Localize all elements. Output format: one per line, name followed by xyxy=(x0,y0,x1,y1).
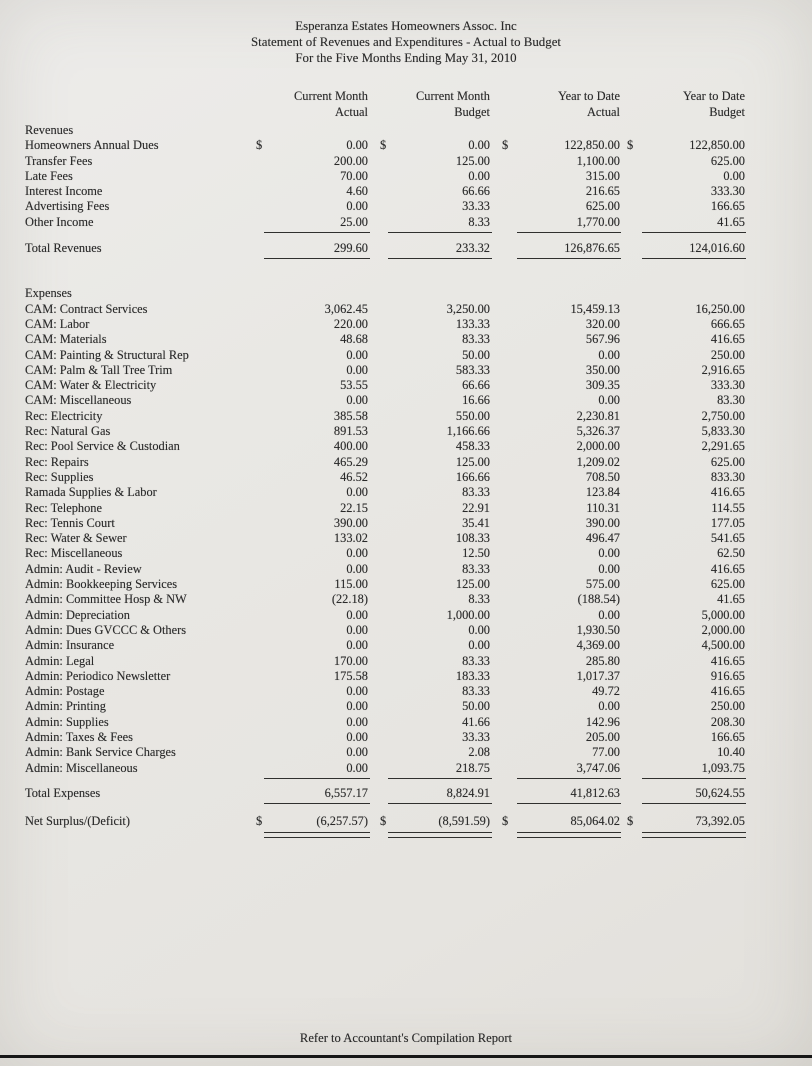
dollar-sign: $ xyxy=(256,138,263,153)
amount-cell: 1,770.00 xyxy=(576,214,620,229)
row-label: Rec: Pool Service & Custodian xyxy=(25,439,180,454)
dollar-sign: $ xyxy=(502,138,509,153)
amount-cell: 66.66 xyxy=(462,378,490,393)
amount-cell: 390.00 xyxy=(333,515,368,530)
statement-row xyxy=(0,654,812,669)
amount-cell: 0.00 xyxy=(598,561,620,576)
revenues-section-label: Revenues xyxy=(25,123,74,137)
row-label: CAM: Painting & Structural Rep xyxy=(25,347,189,362)
amount-cell: 0.00 xyxy=(346,138,368,153)
amount-cell: 142.96 xyxy=(585,714,620,729)
rule-segment xyxy=(264,258,370,259)
column-header-line: Current Month xyxy=(416,89,490,103)
row-label: Rec: Electricity xyxy=(25,408,103,423)
amount-cell: 50.00 xyxy=(462,699,490,714)
row-label: Rec: Water & Sewer xyxy=(25,531,127,546)
amount-cell: 416.65 xyxy=(710,485,745,500)
statement-row xyxy=(0,154,812,169)
statement-row xyxy=(0,592,812,607)
amount-cell: 46.52 xyxy=(340,469,368,484)
amount-cell: 0.00 xyxy=(468,168,490,183)
column-header-line: Actual xyxy=(586,105,620,119)
amount-cell: 625.00 xyxy=(710,153,745,168)
statement-row xyxy=(0,638,812,653)
amount-cell: 170.00 xyxy=(333,653,368,668)
statement-row xyxy=(0,501,812,516)
statement-row xyxy=(0,715,812,730)
row-label: Rec: Miscellaneous xyxy=(25,546,123,561)
amount-cell: 0.00 xyxy=(598,607,620,622)
amount-cell: 77.00 xyxy=(592,745,620,760)
amount-cell: 124,016.60 xyxy=(689,241,745,256)
amount-cell: 333.30 xyxy=(710,184,745,199)
statement-row xyxy=(0,409,812,424)
dollar-sign: $ xyxy=(380,814,387,829)
amount-cell: 22.15 xyxy=(340,500,368,515)
rule-segment xyxy=(517,778,621,779)
amount-cell: 175.58 xyxy=(333,668,368,683)
amount-cell: 1,000.00 xyxy=(446,607,490,622)
amount-cell: 16.66 xyxy=(462,393,490,408)
statement-row xyxy=(0,761,812,776)
amount-cell: 50,624.55 xyxy=(695,785,745,800)
amount-cell: 550.00 xyxy=(455,408,490,423)
amount-cell: 166.65 xyxy=(710,729,745,744)
amount-cell: 108.33 xyxy=(455,531,490,546)
column-header-line: Actual xyxy=(334,105,368,119)
amount-cell: 114.55 xyxy=(711,500,745,515)
amount-cell: 0.00 xyxy=(598,546,620,561)
statement-row xyxy=(0,169,812,184)
column-header-line: Budget xyxy=(454,105,490,119)
statement-title: Statement of Revenues and Expenditures - Actual to Budget xyxy=(250,35,562,49)
amount-cell: 390.00 xyxy=(585,515,620,530)
statement-row xyxy=(0,470,812,485)
amount-cell: 166.65 xyxy=(710,199,745,214)
amount-cell: 541.65 xyxy=(710,531,745,546)
amount-cell: 350.00 xyxy=(585,362,620,377)
amount-cell: 299.60 xyxy=(333,241,368,256)
column-header-ytd-actual xyxy=(504,88,620,120)
amount-cell: 12.50 xyxy=(462,546,490,561)
amount-cell: 41.66 xyxy=(462,714,490,729)
amount-cell: (188.54) xyxy=(577,592,620,607)
column-header-current-month-actual xyxy=(252,88,368,120)
underline-rule xyxy=(0,231,812,234)
amount-cell: 15,459.13 xyxy=(570,301,620,316)
amount-cell: 0.00 xyxy=(346,638,368,653)
amount-cell: 385.58 xyxy=(333,408,368,423)
statement-row xyxy=(0,215,812,230)
amount-cell: 62.50 xyxy=(717,546,745,561)
row-label: CAM: Palm & Tall Tree Trim xyxy=(25,362,173,377)
amount-cell: 416.65 xyxy=(710,332,745,347)
amount-cell: 1,209.02 xyxy=(576,454,620,469)
amount-cell: 250.00 xyxy=(710,347,745,362)
double-underline-rule xyxy=(0,831,812,839)
statement-row xyxy=(0,531,812,546)
rule-segment xyxy=(264,232,370,233)
column-header-line: Year to Date xyxy=(557,89,620,103)
column-header-current-month-budget xyxy=(374,88,490,120)
amount-cell: 83.33 xyxy=(462,653,490,668)
amount-cell: 200.00 xyxy=(333,153,368,168)
statement-row xyxy=(0,684,812,699)
amount-cell: 85,064.02 xyxy=(570,814,620,829)
statement-row xyxy=(0,669,812,684)
row-label: CAM: Contract Services xyxy=(25,301,148,316)
amount-cell: 0.00 xyxy=(346,760,368,775)
amount-cell: 126,876.65 xyxy=(564,241,620,256)
amount-cell: 250.00 xyxy=(710,699,745,714)
amount-cell: 2,000.00 xyxy=(576,439,620,454)
amount-cell: 0.00 xyxy=(346,393,368,408)
amount-cell: 53.55 xyxy=(340,378,368,393)
amount-cell: 285.80 xyxy=(585,653,620,668)
dollar-sign: $ xyxy=(256,814,263,829)
rule-segment xyxy=(642,258,746,259)
amount-cell: 0.00 xyxy=(346,546,368,561)
statement-row xyxy=(0,485,812,500)
row-label: Rec: Natural Gas xyxy=(25,424,111,439)
amount-cell: 5,833.30 xyxy=(701,424,745,439)
row-label: Rec: Supplies xyxy=(25,469,94,484)
amount-cell: 575.00 xyxy=(585,577,620,592)
rule-segment xyxy=(388,803,492,804)
row-label: CAM: Water & Electricity xyxy=(25,378,157,393)
statement-row xyxy=(0,516,812,531)
statement-row xyxy=(0,562,812,577)
underline-rule xyxy=(0,257,812,260)
amount-cell: 2,291.65 xyxy=(701,439,745,454)
row-label: Total Expenses xyxy=(25,785,101,800)
amount-cell: 833.30 xyxy=(710,469,745,484)
amount-cell: 916.65 xyxy=(710,668,745,683)
amount-cell: 83.33 xyxy=(462,485,490,500)
scan-edge-line xyxy=(0,1055,812,1058)
rule-segment xyxy=(264,803,370,804)
amount-cell: 110.31 xyxy=(586,500,620,515)
amount-cell: 8,824.91 xyxy=(446,785,490,800)
row-label: Admin: Taxes & Fees xyxy=(25,729,133,744)
amount-cell: 0.00 xyxy=(346,199,368,214)
amount-cell: 708.50 xyxy=(585,469,620,484)
amount-cell: 2,916.65 xyxy=(701,362,745,377)
amount-cell: 416.65 xyxy=(710,653,745,668)
statement-row xyxy=(0,699,812,714)
accountant-note: Refer to Accountant's Compilation Report xyxy=(299,1031,513,1045)
amount-cell: 50.00 xyxy=(462,347,490,362)
amount-cell: 22.91 xyxy=(462,500,490,515)
statement-row xyxy=(0,623,812,638)
rule-segment xyxy=(517,258,621,259)
row-label: Admin: Committee Hosp & NW xyxy=(25,592,187,607)
row-label: Admin: Miscellaneous xyxy=(25,760,138,775)
amount-cell: 122,850.00 xyxy=(689,138,745,153)
amount-cell: 205.00 xyxy=(585,729,620,744)
row-label: CAM: Materials xyxy=(25,332,107,347)
expenses-section-label: Expenses xyxy=(25,286,72,301)
statement-row xyxy=(0,577,812,592)
rule-segment xyxy=(642,832,746,837)
amount-cell: 83.33 xyxy=(462,684,490,699)
statement-row xyxy=(0,184,812,199)
row-label: Late Fees xyxy=(25,168,73,183)
amount-cell: 625.00 xyxy=(585,199,620,214)
amount-cell: 0.00 xyxy=(346,607,368,622)
amount-cell: 0.00 xyxy=(346,684,368,699)
amount-cell: 583.33 xyxy=(455,362,490,377)
amount-cell: 666.65 xyxy=(710,316,745,331)
amount-cell: 5,000.00 xyxy=(701,607,745,622)
row-label: Ramada Supplies & Labor xyxy=(25,485,157,500)
amount-cell: 233.32 xyxy=(455,241,490,256)
amount-cell: 0.00 xyxy=(346,485,368,500)
row-label: Admin: Dues GVCCC & Others xyxy=(25,622,187,637)
net-surplus-deficit-row xyxy=(0,814,812,829)
rule-segment xyxy=(388,778,492,779)
rule-segment xyxy=(517,803,621,804)
amount-cell: 166.66 xyxy=(455,469,490,484)
amount-cell: 0.00 xyxy=(346,347,368,362)
amount-cell: 41,812.63 xyxy=(570,785,620,800)
column-header-line: Year to Date xyxy=(682,89,745,103)
rule-segment xyxy=(517,232,621,233)
row-label: CAM: Miscellaneous xyxy=(25,393,132,408)
row-label: Net Surplus/(Deficit) xyxy=(25,814,130,829)
amount-cell: 218.75 xyxy=(455,760,490,775)
dollar-sign: $ xyxy=(627,814,634,829)
amount-cell: 1,100.00 xyxy=(576,153,620,168)
amount-cell: 891.53 xyxy=(333,424,368,439)
column-header-ytd-budget xyxy=(629,88,745,120)
row-label: Interest Income xyxy=(25,184,103,199)
rule-segment xyxy=(388,258,492,259)
row-label: Rec: Repairs xyxy=(25,454,89,469)
amount-cell: 83.33 xyxy=(462,332,490,347)
amount-cell: 0.00 xyxy=(598,699,620,714)
amount-cell: 125.00 xyxy=(455,454,490,469)
statement-row xyxy=(0,199,812,214)
amount-cell: 33.33 xyxy=(462,199,490,214)
amount-cell: 8.33 xyxy=(468,592,490,607)
row-label: Other Income xyxy=(25,214,94,229)
underline-rule xyxy=(0,802,812,805)
amount-cell: 33.33 xyxy=(462,729,490,744)
amount-cell: 567.96 xyxy=(585,332,620,347)
amount-cell: 133.33 xyxy=(455,316,490,331)
rule-segment xyxy=(388,832,492,837)
statement-row xyxy=(0,378,812,393)
rule-segment xyxy=(642,232,746,233)
amount-cell: 309.35 xyxy=(585,378,620,393)
amount-cell: 0.00 xyxy=(468,638,490,653)
revenue-rows xyxy=(0,138,812,230)
amount-cell: 5,326.37 xyxy=(576,424,620,439)
amount-cell: 220.00 xyxy=(333,316,368,331)
amount-cell: 122,850.00 xyxy=(564,138,620,153)
amount-cell: 125.00 xyxy=(455,153,490,168)
amount-cell: 8.33 xyxy=(468,214,490,229)
period-ending: For the Five Months Ending May 31, 2010 xyxy=(295,51,517,65)
column-headers xyxy=(0,88,812,120)
amount-cell: 183.33 xyxy=(455,668,490,683)
amount-cell: 3,062.45 xyxy=(324,301,368,316)
amount-cell: 333.30 xyxy=(710,378,745,393)
amount-cell: 0.00 xyxy=(468,622,490,637)
amount-cell: 123.84 xyxy=(585,485,620,500)
amount-cell: 625.00 xyxy=(710,577,745,592)
amount-cell: 1,166.66 xyxy=(446,424,490,439)
row-label: Admin: Periodico Newsletter xyxy=(25,668,171,683)
statement-row xyxy=(0,332,812,347)
amount-cell: 0.00 xyxy=(346,362,368,377)
statement-row xyxy=(0,302,812,317)
statement-row xyxy=(0,608,812,623)
statement-row xyxy=(0,730,812,745)
row-label: Admin: Bank Service Charges xyxy=(25,745,176,760)
amount-cell: 2,230.81 xyxy=(576,408,620,423)
dollar-sign: $ xyxy=(380,138,387,153)
row-label: Homeowners Annual Dues xyxy=(25,138,159,153)
row-label: Admin: Audit - Review xyxy=(25,561,142,576)
amount-cell: 1,930.50 xyxy=(576,622,620,637)
amount-cell: 0.00 xyxy=(346,622,368,637)
row-label: Rec: Telephone xyxy=(25,500,103,515)
row-label: Admin: Legal xyxy=(25,653,95,668)
amount-cell: 0.00 xyxy=(346,729,368,744)
amount-cell: 315.00 xyxy=(585,168,620,183)
row-label: Admin: Supplies xyxy=(25,714,109,729)
amount-cell: 320.00 xyxy=(585,316,620,331)
amount-cell: 41.65 xyxy=(717,592,745,607)
amount-cell: 496.47 xyxy=(585,531,620,546)
amount-cell: 1,093.75 xyxy=(701,760,745,775)
amount-cell: 625.00 xyxy=(710,454,745,469)
amount-cell: 0.00 xyxy=(346,699,368,714)
amount-cell: 41.65 xyxy=(717,214,745,229)
amount-cell: 125.00 xyxy=(455,577,490,592)
total-expenses-row xyxy=(0,786,812,801)
statement-row xyxy=(0,439,812,454)
row-label: Admin: Postage xyxy=(25,684,105,699)
rule-segment xyxy=(642,778,746,779)
amount-cell: 16,250.00 xyxy=(695,301,745,316)
amount-cell: 0.00 xyxy=(598,347,620,362)
amount-cell: 48.68 xyxy=(340,332,368,347)
amount-cell: 4,500.00 xyxy=(701,638,745,653)
amount-cell: 458.33 xyxy=(455,439,490,454)
row-label: CAM: Labor xyxy=(25,316,90,331)
amount-cell: 0.00 xyxy=(468,138,490,153)
amount-cell: 49.72 xyxy=(592,684,620,699)
statement-row xyxy=(0,745,812,760)
rule-segment xyxy=(264,778,370,779)
amount-cell: 83.33 xyxy=(462,561,490,576)
statement-row xyxy=(0,363,812,378)
amount-cell: 1,017.37 xyxy=(576,668,620,683)
amount-cell: 2,750.00 xyxy=(701,408,745,423)
amount-cell: 3,747.06 xyxy=(576,760,620,775)
amount-cell: 66.66 xyxy=(462,184,490,199)
row-label: Advertising Fees xyxy=(25,199,110,214)
amount-cell: (8,591.59) xyxy=(438,814,490,829)
dollar-sign: $ xyxy=(502,814,509,829)
amount-cell: (22.18) xyxy=(331,592,368,607)
total-revenues-row xyxy=(0,241,812,256)
row-label: Admin: Bookkeeping Services xyxy=(25,577,178,592)
rule-segment xyxy=(517,832,621,837)
amount-cell: 3,250.00 xyxy=(446,301,490,316)
amount-cell: 73,392.05 xyxy=(695,814,745,829)
row-label: Admin: Printing xyxy=(25,699,106,714)
amount-cell: (6,257.57) xyxy=(316,814,368,829)
amount-cell: 0.00 xyxy=(723,168,745,183)
amount-cell: 6,557.17 xyxy=(324,785,368,800)
amount-cell: 216.65 xyxy=(585,184,620,199)
statement-row xyxy=(0,393,812,408)
statement-row xyxy=(0,138,812,153)
amount-cell: 465.29 xyxy=(333,454,368,469)
amount-cell: 208.30 xyxy=(710,714,745,729)
rule-segment xyxy=(388,232,492,233)
amount-cell: 416.65 xyxy=(710,684,745,699)
statement-row xyxy=(0,546,812,561)
row-label: Transfer Fees xyxy=(25,153,93,168)
row-label: Admin: Depreciation xyxy=(25,607,130,622)
row-label: Rec: Tennis Court xyxy=(25,515,115,530)
amount-cell: 177.05 xyxy=(710,515,745,530)
amount-cell: 0.00 xyxy=(346,561,368,576)
amount-cell: 0.00 xyxy=(346,714,368,729)
amount-cell: 2,000.00 xyxy=(701,622,745,637)
amount-cell: 115.00 xyxy=(334,577,368,592)
amount-cell: 400.00 xyxy=(333,439,368,454)
expense-rows xyxy=(0,302,812,776)
amount-cell: 4,369.00 xyxy=(576,638,620,653)
amount-cell: 70.00 xyxy=(340,168,368,183)
amount-cell: 83.30 xyxy=(717,393,745,408)
amount-cell: 416.65 xyxy=(710,561,745,576)
statement-row xyxy=(0,424,812,439)
row-label: Admin: Insurance xyxy=(25,638,115,653)
row-label: Total Revenues xyxy=(25,241,102,256)
amount-cell: 2.08 xyxy=(468,745,490,760)
amount-cell: 0.00 xyxy=(346,745,368,760)
statement-row xyxy=(0,348,812,363)
underline-rule xyxy=(0,777,812,780)
dollar-sign: $ xyxy=(627,138,634,153)
rule-segment xyxy=(642,803,746,804)
organization-name: Esperanza Estates Homeowners Assoc. Inc xyxy=(295,19,517,33)
column-header-line: Budget xyxy=(709,105,745,119)
amount-cell: 35.41 xyxy=(462,515,490,530)
amount-cell: 10.40 xyxy=(717,745,745,760)
amount-cell: 133.02 xyxy=(333,531,368,546)
statement-row xyxy=(0,455,812,470)
column-header-line: Current Month xyxy=(294,89,368,103)
rule-segment xyxy=(264,832,370,837)
amount-cell: 25.00 xyxy=(340,214,368,229)
amount-cell: 0.00 xyxy=(598,393,620,408)
statement-row xyxy=(0,317,812,332)
amount-cell: 4.60 xyxy=(346,184,368,199)
document-title-block xyxy=(0,0,812,66)
